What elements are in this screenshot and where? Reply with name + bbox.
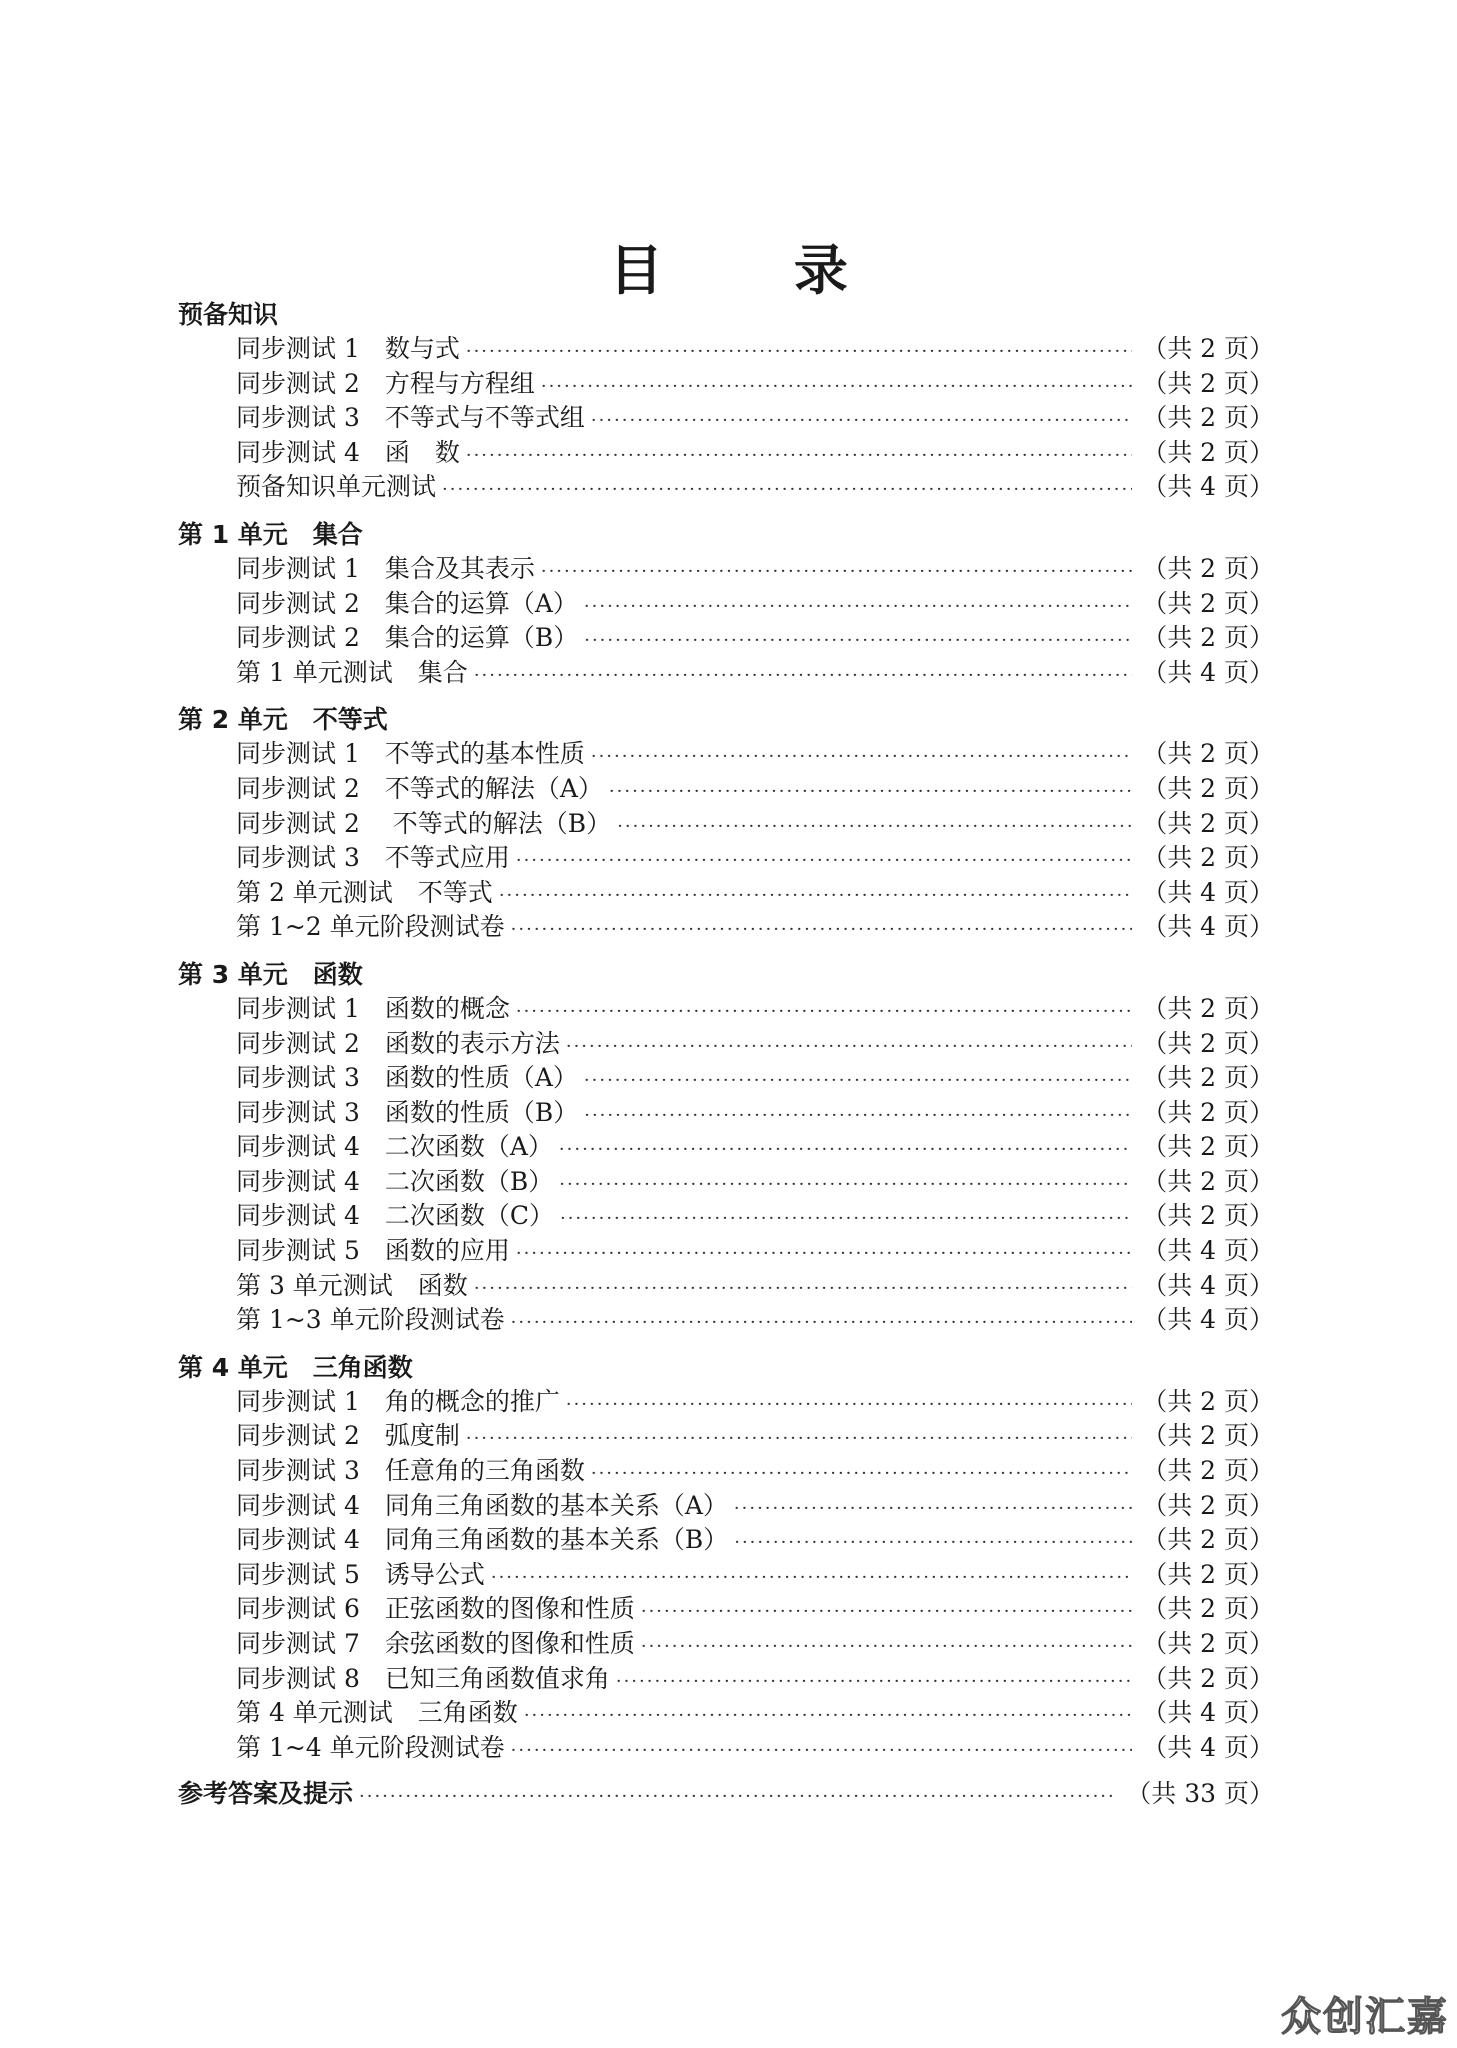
entry-pages: （共 2 页） <box>1142 437 1274 467</box>
table-of-contents <box>178 297 1274 1824</box>
entry-pages: （共 2 页） <box>1142 1166 1274 1196</box>
section-title: 预备知识 <box>178 300 279 329</box>
toc-entry <box>178 621 1274 656</box>
toc-section <box>178 1350 1274 1766</box>
entry-pages: （共 4 页） <box>1142 472 1274 502</box>
entry-pages: （共 2 页） <box>1142 1028 1274 1058</box>
toc-entry <box>178 1627 1274 1662</box>
toc-entry <box>178 1199 1274 1234</box>
entry-title: 第 1 单元测试 集合 <box>236 657 468 687</box>
toc-entry <box>178 1419 1274 1454</box>
entry-pages: （共 4 页） <box>1142 877 1274 907</box>
dot-leader <box>591 1457 1132 1492</box>
entry-title: 同步测试 8 已知三角函数值求角 <box>236 1663 610 1693</box>
entry-title: 同步测试 4 函 数 <box>236 437 460 467</box>
dot-leader <box>466 439 1132 474</box>
entry-pages: （共 2 页） <box>1142 1629 1274 1658</box>
entry-pages: （共 2 页） <box>1142 334 1274 363</box>
toc-entry <box>178 1130 1274 1165</box>
toc-entry <box>178 876 1274 911</box>
entry-title: 同步测试 3 任意角的三角函数 <box>236 1456 585 1486</box>
toc-entry <box>178 470 1274 505</box>
toc-entry <box>178 1454 1274 1489</box>
dot-leader <box>442 473 1132 508</box>
toc-entry <box>178 1234 1274 1269</box>
entry-title: 同步测试 2 弧度制 <box>236 1421 460 1451</box>
entry-title: 同步测试 2 集合的运算（B） <box>236 623 579 653</box>
entry-title: 同步测试 6 正弦函数的图像和性质 <box>236 1594 635 1624</box>
toc-entry <box>178 1731 1274 1766</box>
toc-entry <box>178 1558 1274 1593</box>
entry-pages: （共 2 页） <box>1142 1063 1274 1093</box>
toc-entry <box>178 1385 1274 1420</box>
entry-title: 预备知识单元测试 <box>236 472 437 502</box>
entry-pages: （共 2 页） <box>1142 1201 1274 1231</box>
toc-entry <box>178 1027 1274 1062</box>
section-title: 第 1 单元 集合 <box>178 519 363 549</box>
dot-leader <box>541 555 1132 590</box>
entry-pages: （共 2 页） <box>1142 843 1274 873</box>
toc-entry <box>178 737 1274 772</box>
dot-leader <box>560 1202 1132 1237</box>
toc-entry <box>178 1489 1274 1524</box>
entry-title: 同步测试 1 函数的概念 <box>236 993 510 1023</box>
entry-title: 参考答案及提示 <box>178 1779 354 1809</box>
dot-leader <box>474 659 1132 694</box>
dot-leader <box>616 1665 1132 1700</box>
toc-entry <box>178 1096 1274 1131</box>
entry-pages: （共 33 页） <box>1126 1779 1274 1809</box>
section-title: 第 3 单元 函数 <box>178 959 363 989</box>
dot-leader <box>566 1388 1132 1423</box>
entry-pages: （共 2 页） <box>1142 773 1274 803</box>
toc-entry <box>178 401 1274 436</box>
entry-title: 同步测试 2 不等式的解法（B） <box>236 808 612 838</box>
entry-pages: （共 4 页） <box>1142 1270 1274 1300</box>
dot-leader <box>499 879 1132 914</box>
entry-title: 同步测试 3 不等式与不等式组 <box>236 403 585 433</box>
entry-title: 第 3 单元测试 函数 <box>236 1270 468 1300</box>
entry-title: 同步测试 1 集合及其表示 <box>236 553 535 583</box>
entry-pages: （共 4 页） <box>1142 1236 1274 1266</box>
entry-title: 同步测试 2 方程与方程组 <box>236 368 535 398</box>
entry-title: 第 4 单元测试 三角函数 <box>236 1698 518 1728</box>
entry-pages: （共 2 页） <box>1142 1097 1274 1127</box>
toc-entry <box>178 436 1274 471</box>
dot-leader <box>511 913 1133 948</box>
entry-title: 同步测试 1 角的概念的推广 <box>236 1386 560 1416</box>
dot-leader <box>559 1168 1132 1203</box>
section-title: 第 2 单元 不等式 <box>178 705 388 735</box>
dot-leader <box>516 1237 1132 1272</box>
dot-leader <box>566 1030 1132 1065</box>
entry-pages: （共 4 页） <box>1142 657 1274 687</box>
entry-title: 同步测试 4 同角三角函数的基本关系（A） <box>236 1490 728 1520</box>
entry-pages: （共 2 页） <box>1142 588 1274 618</box>
toc-entry <box>178 1165 1274 1200</box>
entry-title: 同步测试 2 不等式的解法（A） <box>236 773 603 803</box>
toc-entry <box>178 1523 1274 1558</box>
dot-leader <box>591 740 1132 775</box>
dot-leader <box>584 590 1132 625</box>
toc-section <box>178 957 1274 1338</box>
dot-leader <box>511 1734 1133 1769</box>
entry-pages: （共 2 页） <box>1142 1421 1274 1451</box>
entry-title: 同步测试 4 二次函数（C） <box>236 1201 554 1231</box>
toc-entry-answers <box>178 1777 1274 1812</box>
dot-leader <box>466 335 1132 370</box>
entry-pages: （共 2 页） <box>1142 1663 1274 1693</box>
entry-title: 同步测试 2 函数的表示方法 <box>236 1028 560 1058</box>
toc-section-answers <box>178 1777 1274 1812</box>
dot-leader <box>734 1526 1132 1561</box>
entry-pages: （共 2 页） <box>1142 1456 1274 1486</box>
dot-leader <box>524 1699 1132 1734</box>
toc-entry <box>178 367 1274 402</box>
dot-leader <box>466 1422 1132 1457</box>
dot-leader <box>491 1561 1132 1596</box>
entry-pages: （共 4 页） <box>1142 1305 1274 1335</box>
entry-pages: （共 2 页） <box>1142 1559 1274 1589</box>
entry-pages: （共 2 页） <box>1142 1525 1274 1555</box>
dot-leader <box>617 810 1132 845</box>
dot-leader <box>641 1630 1132 1665</box>
entry-title: 第 1~3 单元阶段测试卷 <box>236 1305 505 1335</box>
dot-leader <box>359 1780 1116 1815</box>
dot-leader <box>734 1492 1132 1527</box>
entry-pages: （共 2 页） <box>1142 993 1274 1023</box>
entry-title: 第 1~4 单元阶段测试卷 <box>236 1732 505 1762</box>
toc-entry <box>178 587 1274 622</box>
entry-title: 同步测试 3 函数的性质（B） <box>236 1097 579 1127</box>
toc-entry <box>178 1303 1274 1338</box>
dot-leader <box>516 844 1132 879</box>
dot-leader <box>584 1099 1132 1134</box>
toc-section <box>178 517 1274 690</box>
toc-entry <box>178 910 1274 945</box>
toc-entry <box>178 1592 1274 1627</box>
entry-pages: （共 4 页） <box>1142 1698 1274 1728</box>
entry-pages: （共 2 页） <box>1142 1386 1274 1416</box>
toc-entry <box>178 1269 1274 1304</box>
entry-title: 同步测试 4 二次函数（B） <box>236 1166 554 1196</box>
entry-pages: （共 2 页） <box>1142 739 1274 769</box>
toc-section <box>178 297 1274 505</box>
entry-pages: （共 2 页） <box>1142 403 1274 433</box>
dot-leader <box>584 624 1132 659</box>
dot-leader <box>511 1306 1133 1341</box>
entry-pages: （共 2 页） <box>1142 1490 1274 1520</box>
toc-entry <box>178 841 1274 876</box>
entry-title: 同步测试 2 集合的运算（A） <box>236 588 578 618</box>
entry-pages: （共 4 页） <box>1142 1732 1274 1762</box>
dot-leader <box>591 404 1132 439</box>
entry-title: 同步测试 5 诱导公式 <box>236 1559 485 1589</box>
dot-leader <box>609 775 1132 810</box>
entry-title: 同步测试 4 同角三角函数的基本关系（B） <box>236 1525 729 1555</box>
entry-pages: （共 4 页） <box>1142 912 1274 942</box>
toc-entry <box>178 552 1274 587</box>
entry-pages: （共 2 页） <box>1142 368 1274 398</box>
section-title: 第 4 单元 三角函数 <box>178 1352 413 1382</box>
entry-title: 同步测试 7 余弦函数的图像和性质 <box>236 1629 635 1658</box>
toc-entry <box>178 1061 1274 1096</box>
watermark-logo: 众创汇嘉 <box>1281 1994 1449 2040</box>
entry-pages: （共 2 页） <box>1142 1594 1274 1624</box>
page-title: 目 录 <box>609 239 904 302</box>
entry-pages: （共 2 页） <box>1142 623 1274 653</box>
dot-leader <box>541 370 1132 405</box>
dot-leader <box>641 1595 1132 1630</box>
entry-title: 同步测试 5 函数的应用 <box>236 1236 510 1266</box>
dot-leader <box>584 1064 1132 1099</box>
toc-entry <box>178 772 1274 807</box>
entry-title: 同步测试 3 不等式应用 <box>236 843 510 873</box>
toc-entry <box>178 656 1274 691</box>
entry-pages: （共 2 页） <box>1142 1132 1274 1162</box>
entry-title: 同步测试 1 数与式 <box>236 334 460 363</box>
dot-leader <box>474 1272 1132 1307</box>
toc-section <box>178 702 1274 945</box>
entry-title: 同步测试 1 不等式的基本性质 <box>236 739 585 769</box>
entry-pages: （共 2 页） <box>1142 553 1274 583</box>
entry-pages: （共 2 页） <box>1142 808 1274 838</box>
dot-leader <box>516 995 1132 1030</box>
entry-title: 同步测试 3 函数的性质（A） <box>236 1063 578 1093</box>
dot-leader <box>559 1133 1132 1168</box>
toc-entry <box>178 332 1274 367</box>
toc-entry <box>178 807 1274 842</box>
toc-entry <box>178 1696 1274 1731</box>
entry-title: 第 1~2 单元阶段测试卷 <box>236 912 505 942</box>
toc-entry <box>178 1662 1274 1697</box>
entry-title: 第 2 单元测试 不等式 <box>236 877 493 907</box>
entry-title: 同步测试 4 二次函数（A） <box>236 1132 553 1162</box>
toc-entry <box>178 992 1274 1027</box>
